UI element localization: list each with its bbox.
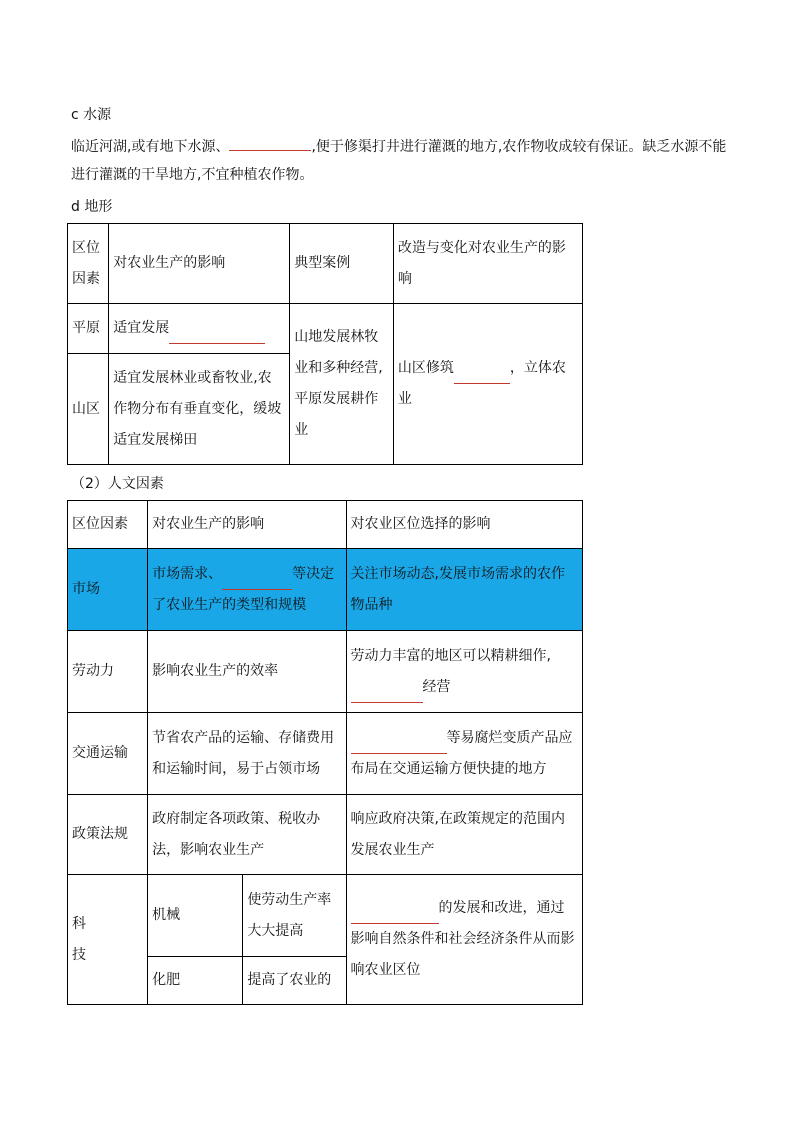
fill-blank — [351, 905, 439, 924]
fill-blank — [229, 134, 311, 151]
terrain-header-case: 典型案例 — [290, 224, 394, 304]
water-heading: c 水源 — [71, 107, 112, 123]
human-factors-table — [67, 500, 583, 1005]
table-row — [68, 304, 583, 354]
water-paragraph-line-1 — [71, 134, 726, 157]
table-row-transport — [68, 713, 583, 795]
human-header-effect: 对农业生产的影响 — [148, 501, 346, 549]
fill-blank — [351, 735, 447, 754]
fill-blank — [169, 325, 265, 344]
terrain-mountain-effect: 适宜发展林业或畜牧业,农作物分布有垂直变化，缓坡适宜发展梯田 — [109, 354, 290, 465]
policy-label: 政策法规 — [68, 795, 148, 875]
terrain-heading: d 地形 — [71, 199, 113, 215]
fill-blank — [454, 365, 510, 384]
water-text-b: ,便于修渠打井进行灌溉的地方,农作物收成较有保证。缺乏水源不能 — [311, 139, 727, 155]
human-header-choice: 对农业区位选择的影响 — [346, 501, 583, 549]
tech-fertilizer: 化肥 — [148, 957, 243, 1005]
transport-choice: 等易腐烂变质产品应布局在交通运输方便快捷的地方 — [346, 713, 583, 795]
tech-fertilizer-effect: 提高了农业的 — [243, 957, 346, 1005]
fill-blank — [222, 571, 292, 590]
water-text-a: 临近河湖,或有地下水源、 — [71, 139, 230, 155]
table-row-policy — [68, 795, 583, 875]
terrain-change: 山区修筑 ，立体农业 — [393, 304, 582, 465]
labor-label: 劳动力 — [68, 631, 148, 713]
labor-effect: 影响农业生产的效率 — [148, 631, 346, 713]
labor-choice: 劳动力丰富的地区可以精耕细作,经营 — [346, 631, 583, 713]
terrain-plain-label: 平原 — [68, 304, 109, 354]
water-paragraph-line-2: 进行灌溉的干旱地方,不宜种植农作物。 — [71, 167, 314, 183]
policy-choice: 响应政府决策,在政策规定的范围内发展农业生产 — [346, 795, 583, 875]
tech-choice: 的发展和改进，通过影响自然条件和社会经济条件从而影响农业区位 — [346, 875, 583, 1005]
table-row — [68, 224, 583, 304]
terrain-header-effect: 对农业生产的影响 — [109, 224, 290, 304]
terrain-table — [67, 223, 583, 465]
market-label: 市场 — [68, 549, 148, 631]
terrain-header-change: 改造与变化对农业生产的影响 — [393, 224, 582, 304]
transport-effect: 节省农产品的运输、存储费用和运输时间，易于占领市场 — [148, 713, 346, 795]
market-effect: 市场需求、 等决定了农业生产的类型和规模 — [148, 549, 346, 631]
table-row — [68, 501, 583, 549]
tech-machinery-effect: 使劳动生产率大大提高 — [243, 875, 346, 957]
table-row-market — [68, 549, 583, 631]
terrain-mountain-label: 山区 — [68, 354, 109, 465]
tech-label: 科 技 — [68, 875, 148, 1005]
table-row-tech-machinery — [68, 875, 583, 957]
policy-effect: 政府制定各项政策、税收办法，影响农业生产 — [148, 795, 346, 875]
fill-blank — [351, 684, 423, 703]
human-heading: （2）人文因素 — [71, 476, 164, 492]
terrain-header-factor: 区位因素 — [68, 224, 109, 304]
market-choice: 关注市场动态,发展市场需求的农作物品种 — [346, 549, 583, 631]
transport-label: 交通运输 — [68, 713, 148, 795]
terrain-plain-effect: 适宜发展 — [109, 304, 290, 354]
human-header-factor: 区位因素 — [68, 501, 148, 549]
tech-machinery: 机械 — [148, 875, 243, 957]
terrain-case: 山地发展林牧业和多种经营,平原发展耕作业 — [290, 304, 394, 465]
table-row-labor — [68, 631, 583, 713]
